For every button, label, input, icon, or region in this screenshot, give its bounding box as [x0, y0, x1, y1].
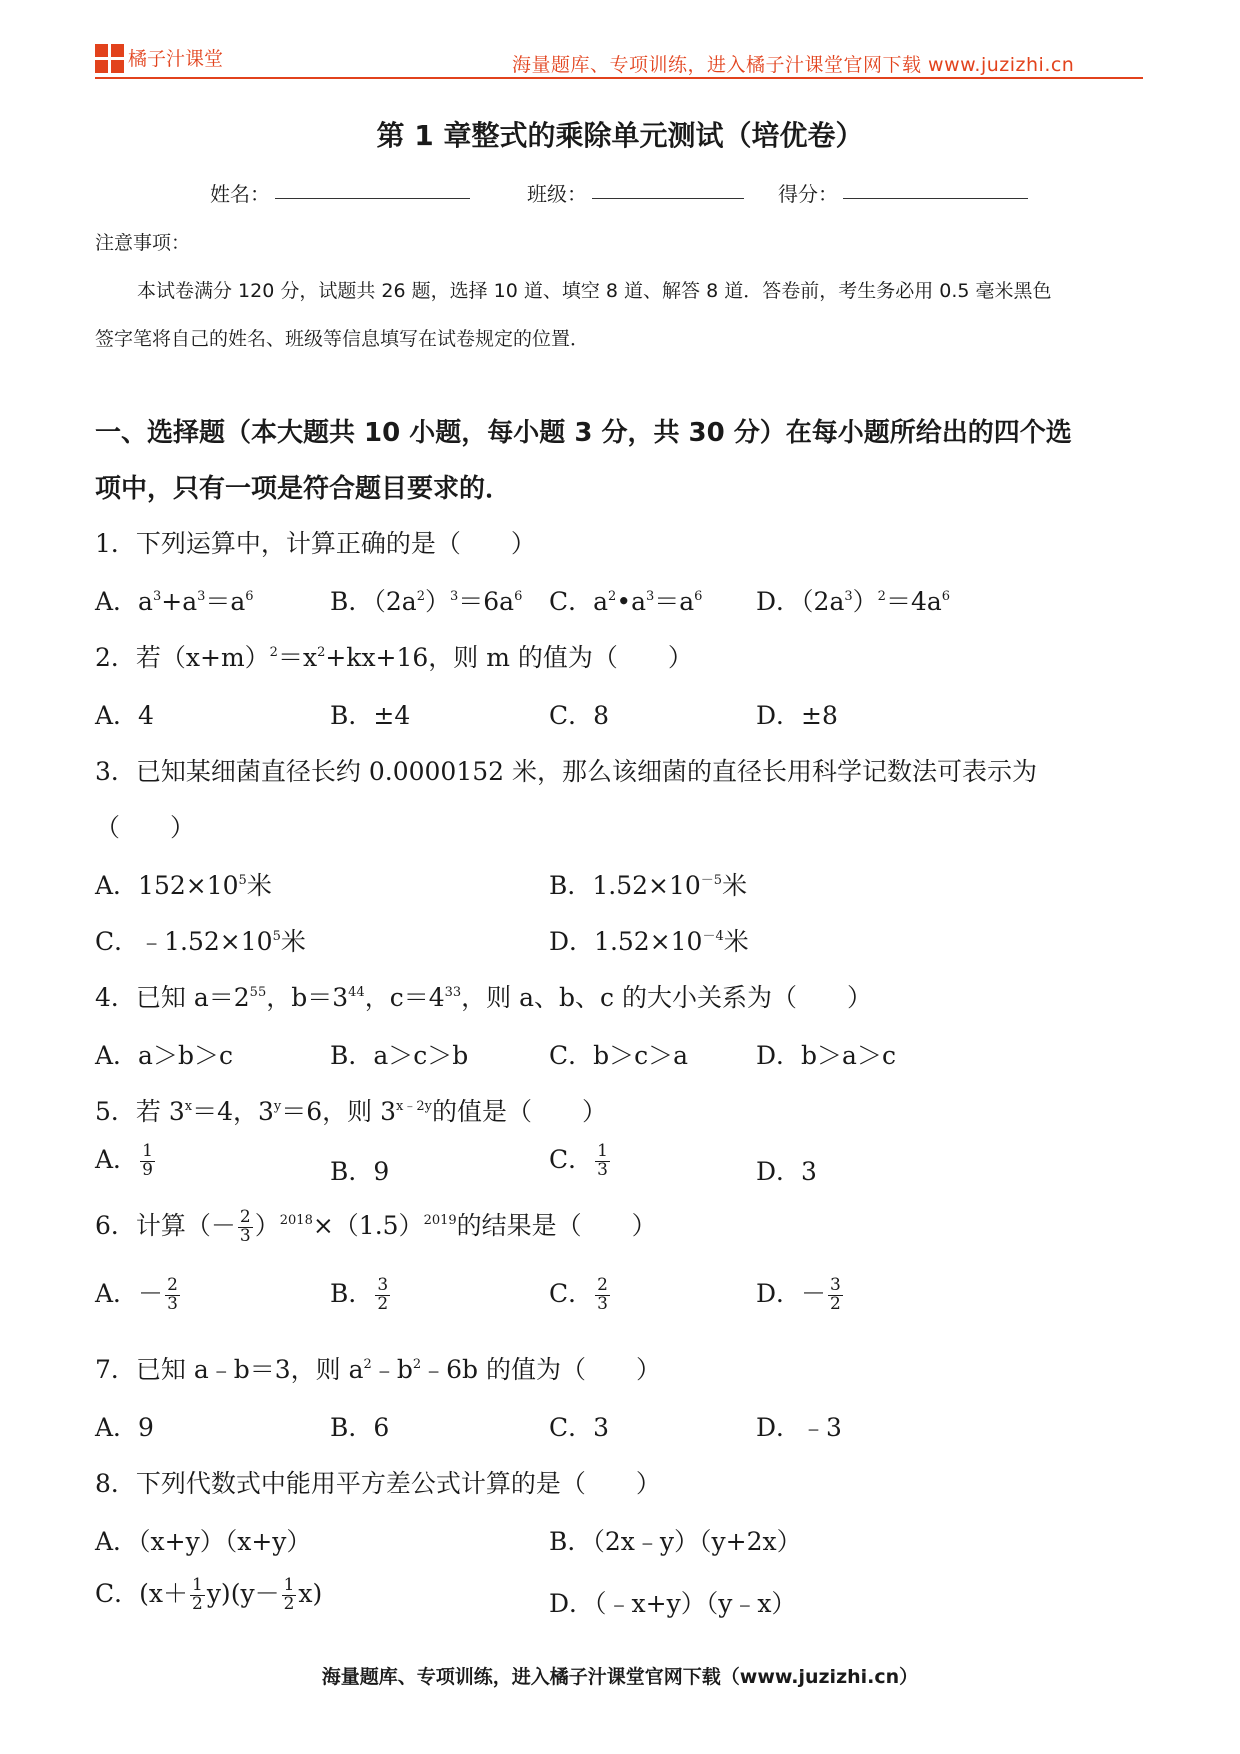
q2-option-d: D．±8: [756, 701, 838, 730]
question-3-stem-line-1: 3．已知某细菌直径长约 0.0000152 米，那么该细菌的直径长用科学记数法可表示为: [95, 757, 1037, 786]
q6-option-a: A．－ $\frac{2}{3}$: [95, 1275, 178, 1314]
q1-option-b: B．$(2a^2)^3=6a^6$: [330, 587, 523, 616]
q2-option-a: A．4: [95, 701, 154, 730]
q4-option-b: B．a＞c＞b: [330, 1041, 469, 1070]
q1-option-a: A．$a^3+a^3=a^6$: [95, 587, 254, 616]
q6-option-d: D．－ $\frac{3}{2}$: [756, 1275, 841, 1314]
q7-option-d: D．﹣3: [756, 1413, 842, 1442]
q8-option-d: D．（﹣x+y）（y﹣x）: [549, 1589, 797, 1618]
question-7-stem: 7．已知 a﹣b＝3，则 $a^2﹣b^2﹣6b$ 的值为（ ）: [95, 1355, 661, 1384]
footer-slogan: 海量题库、专项训练，进入橘子汁课堂官网下载（www.juzizhi.cn）: [321, 1666, 919, 1688]
question-6-stem: 6．计算（－ $\frac{2}{3}$ ）$^{2018}\times(1.5)^{2019}$的结果是（ ）: [95, 1207, 657, 1246]
q2-option-b: B．±4: [330, 701, 411, 730]
q7-option-a: A．9: [95, 1413, 154, 1442]
q6-option-c: C． $\frac{2}{3}$: [549, 1275, 608, 1314]
q6-option-b: B． $\frac{3}{2}$: [330, 1275, 389, 1314]
score-blank: [843, 198, 1028, 199]
q8-option-b: B．（2x﹣y）（y+2x）: [549, 1527, 802, 1556]
q5-option-a: A． $\frac{1}{9}$: [95, 1141, 153, 1180]
q3-option-c: C．$﹣1.52\times 10^5$米: [95, 927, 306, 956]
q4-option-d: D．b＞a＞c: [756, 1041, 896, 1070]
header-divider: [95, 77, 1143, 79]
notice-line-2: 签字笔将自己的姓名、班级等信息填写在试卷规定的位置．: [95, 328, 590, 350]
section-heading-1: 一、选择题（本大题共 10 小题，每小题 3 分，共 30 分）在每小题所给出的四个选: [95, 418, 1072, 448]
q1-option-d: D．$(2a^3)^2=4a^6$: [756, 587, 951, 616]
q5-option-d: D．3: [756, 1157, 817, 1186]
question-3-stem-line-2: （ ）: [95, 813, 196, 842]
q5-option-c: C． $\frac{1}{3}$: [549, 1141, 608, 1180]
notice-heading: 注意事项：: [95, 232, 191, 254]
section-heading-2: 项中，只有一项是符合题目要求的．: [95, 474, 512, 504]
q3-option-d: D．$1.52\times 10^{-4}$米: [549, 927, 749, 956]
brand-logo-icon: [95, 44, 125, 74]
score-label: 得分：: [778, 182, 838, 206]
q4-option-c: C．b＞c＞a: [549, 1041, 689, 1070]
brand-name: 橘子汁课堂: [128, 48, 224, 70]
q4-option-a: A．a＞b＞c: [95, 1041, 233, 1070]
class-blank: [592, 198, 744, 199]
header-slogan: 海量题库、专项训练，进入橘子汁课堂官网下载 www.juzizhi.cn: [512, 54, 1075, 76]
q8-option-a: A．（x+y）（x+y）: [95, 1527, 312, 1556]
question-8-stem: 8．下列代数式中能用平方差公式计算的是（ ）: [95, 1469, 661, 1498]
question-2-stem: 2．若$(x+m)^2=x^2+kx+16$，则 m 的值为（ ）: [95, 643, 693, 672]
page-title: 第 1 章整式的乘除单元测试（培优卷）: [376, 119, 864, 152]
q2-option-c: C．8: [549, 701, 610, 730]
question-1-stem: 1．下列运算中，计算正确的是（ ）: [95, 529, 536, 558]
q3-option-b: B．$1.52\times 10^{-5}$米: [549, 871, 748, 900]
question-5-stem: 5．若 $3^x=4$，$3^y=6$，则 $3^{x﹣2y}$的值是（ ）: [95, 1097, 608, 1126]
class-label: 班级：: [527, 182, 587, 206]
q7-option-c: C．3: [549, 1413, 610, 1442]
notice-line-1: 本试卷满分 120 分，试题共 26 题，选择 10 道、填空 8 道、解答 8 道．答卷前，考生务必用 0.5 毫米黑色: [137, 280, 1052, 302]
q1-option-c: C．$a^2•a^3=a^6$: [549, 587, 703, 616]
q7-option-b: B．6: [330, 1413, 390, 1442]
q3-option-a: A．$152\times 10^5$米: [95, 871, 272, 900]
q5-option-b: B．9: [330, 1157, 390, 1186]
name-label: 姓名：: [210, 182, 270, 206]
question-4-stem: 4．已知 $a=2^{55}$，$b=3^{44}$，$c=4^{33}$，则 a、b、c 的大小关系为（ ）: [95, 983, 872, 1012]
q8-option-c: C．(x＋ $\frac{1}{2}$ y)(y－ $\frac{1}{2}$ x): [95, 1575, 323, 1614]
name-blank: [275, 198, 470, 199]
